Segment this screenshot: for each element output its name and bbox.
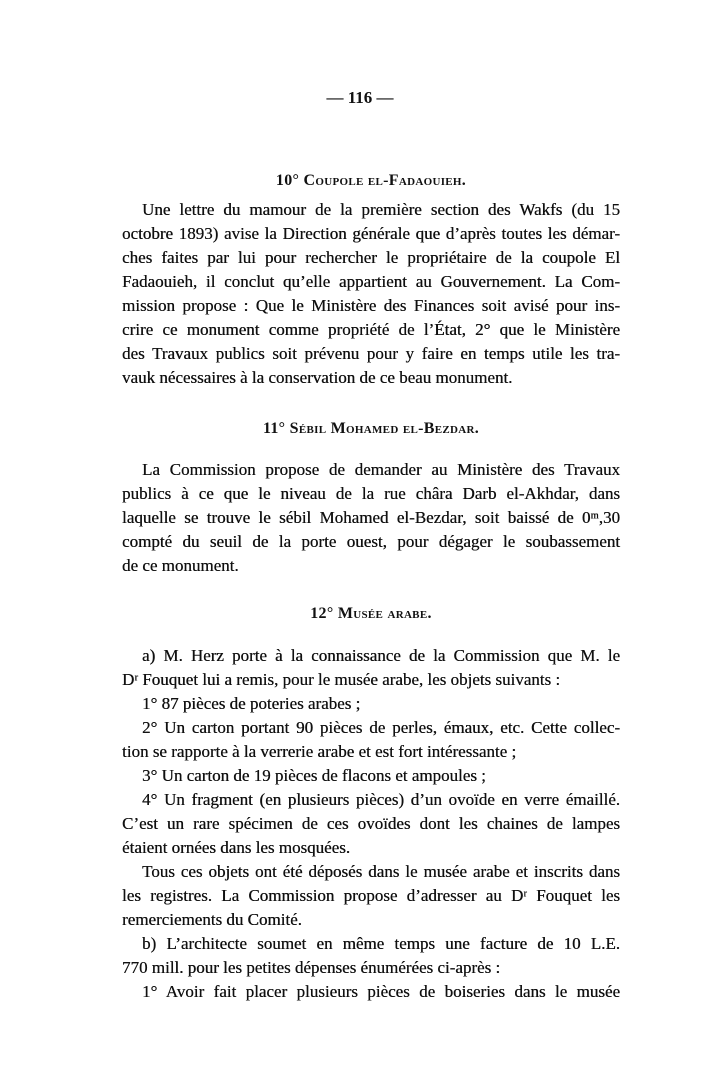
- section-heading: 11° Sébil Mohamed el-Bezdar.: [262, 420, 480, 437]
- text-line: 770 mill. pour les petites dépenses énumérées ci-après :: [122, 958, 501, 977]
- text-line: 2° Un carton portant 90 pièces de perles, émaux, etc. Cette collec-: [142, 718, 620, 737]
- text-line: b) L’architecte soumet en même temps une facture de 10 L.E.: [142, 934, 620, 953]
- text-line: octobre 1893) avise la Direction générale que d’après toutes les démar-: [122, 224, 620, 243]
- text-line: 1° Avoir fait placer plusieurs pièces de boiseries dans le musée: [142, 982, 620, 1001]
- text-line: ches faites par lui pour rechercher le propriétaire de la coupole El: [122, 248, 620, 267]
- paragraph: [122, 458, 620, 578]
- text-line: étaient ornées dans les mosquées.: [122, 838, 351, 857]
- paragraph: [122, 788, 620, 860]
- text-line: Dʳ Fouquet lui a remis, pour le musée arabe, les objets suivants :: [122, 670, 561, 689]
- text-line: Fadaouieh, il conclut qu’elle appartient au Gouvernement. La Com-: [122, 272, 620, 291]
- text-line: publics à ce que le niveau de la rue châra Darb el-Akhdar, dans: [122, 484, 620, 503]
- text-line: Une lettre du mamour de la première section des Wakfs (du 15: [142, 200, 620, 219]
- text-line: C’est un rare spécimen de ces ovoïdes dont les chaines de lampes: [122, 814, 620, 833]
- text-line: vauk nécessaires à la conservation de ce beau monument.: [122, 368, 513, 387]
- text-line: des Travaux publics soit prévenu pour y faire en temps utile les tra-: [122, 344, 620, 363]
- section-heading: 12° Musée arabe.: [310, 605, 432, 622]
- paragraph: [122, 644, 620, 692]
- text-line: compté du seuil de la porte ouest, pour dégager le soubassement: [122, 532, 620, 551]
- paragraph: [122, 198, 620, 390]
- section-body: [122, 198, 620, 390]
- section-body: [122, 458, 620, 578]
- paragraph: [122, 860, 620, 932]
- text-line: laquelle se trouve le sébil Mohamed el-Bezdar, soit baissé de 0ᵐ,30: [122, 508, 620, 527]
- text-line: crire ce monument comme propriété de l’État, 2° que le Ministère: [122, 320, 620, 339]
- text-line: Tous ces objets ont été déposés dans le musée arabe et inscrits dans: [142, 862, 620, 881]
- paragraph: [122, 980, 620, 1004]
- paragraph: [122, 932, 620, 980]
- paragraph: [122, 716, 620, 764]
- text-line: 3° Un carton de 19 pièces de flacons et ampoules ;: [142, 766, 486, 785]
- text-line: mission propose : Que le Ministère des Finances soit avisé pour ins-: [122, 296, 620, 315]
- text-line: les registres. La Commission propose d’adresser au Dʳ Fouquet les: [122, 886, 620, 905]
- page-number: — 116 —: [326, 88, 394, 107]
- text-line: La Commission propose de demander au Ministère des Travaux: [142, 460, 620, 479]
- section-heading: 10° Coupole el-Fadaouieh.: [275, 172, 467, 189]
- text-line: tion se rapporte à la verrerie arabe et est fort intéressante ;: [122, 742, 517, 761]
- section-body: [122, 644, 620, 1004]
- paragraph: [122, 692, 620, 716]
- text-line: 1° 87 pièces de poteries arabes ;: [142, 694, 361, 713]
- text-line: a) M. Herz porte à la connaissance de la Commission que M. le: [142, 646, 620, 665]
- text-line: de ce monument.: [122, 556, 239, 575]
- paragraph: [122, 764, 620, 788]
- text-line: remerciements du Comité.: [122, 910, 302, 929]
- text-line: 4° Un fragment (en plusieurs pièces) d’un ovoïde en verre émaillé.: [142, 790, 620, 809]
